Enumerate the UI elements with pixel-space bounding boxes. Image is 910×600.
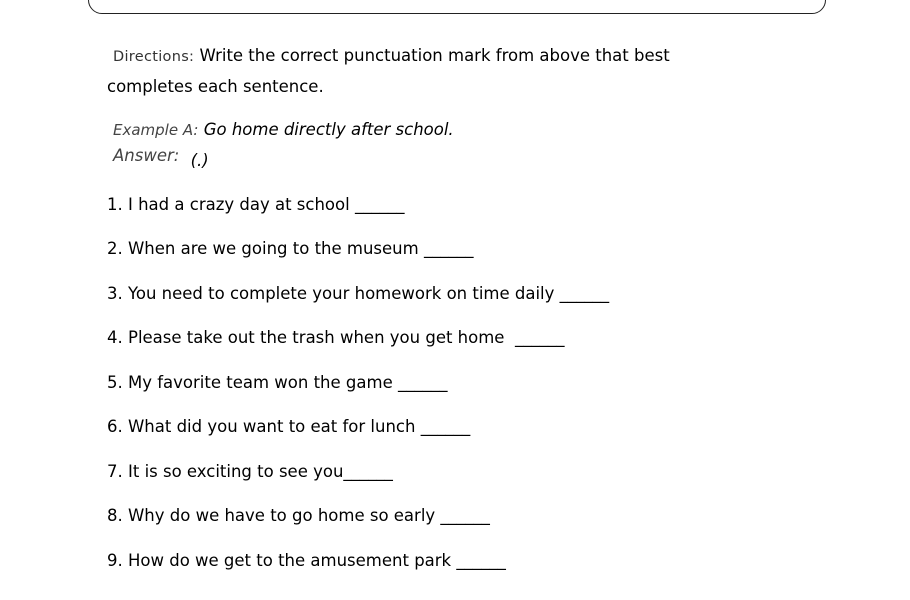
directions-text-continued: completes each sentence. — [107, 77, 324, 96]
question-item: 9. How do we get to the amusement park ______ — [107, 551, 506, 570]
header-box — [88, 0, 826, 14]
question-item: 1. I had a crazy day at school ______ — [107, 195, 405, 214]
example-label: Example A: — [113, 121, 199, 139]
question-item: 6. What did you want to eat for lunch ______ — [107, 417, 471, 436]
directions-text: Write the correct punctuation mark from above that best — [199, 46, 670, 65]
question-item: 7. It is so exciting to see you______ — [107, 462, 393, 481]
question-item: 5. My favorite team won the game ______ — [107, 373, 448, 392]
answer-label: Answer: — [113, 146, 180, 165]
question-item: 8. Why do we have to go home so early ______ — [107, 506, 490, 525]
example-sentence: Go home directly after school. — [203, 120, 454, 139]
answer — [113, 146, 209, 170]
directions — [113, 46, 670, 65]
question-item: 3. You need to complete your homework on time daily ______ — [107, 284, 610, 303]
example — [113, 120, 454, 139]
question-item: 4. Please take out the trash when you get home ______ — [107, 328, 565, 347]
answer-value: (.) — [190, 151, 209, 170]
question-item: 2. When are we going to the museum ______ — [107, 239, 474, 258]
directions-label: Directions: — [113, 49, 195, 65]
